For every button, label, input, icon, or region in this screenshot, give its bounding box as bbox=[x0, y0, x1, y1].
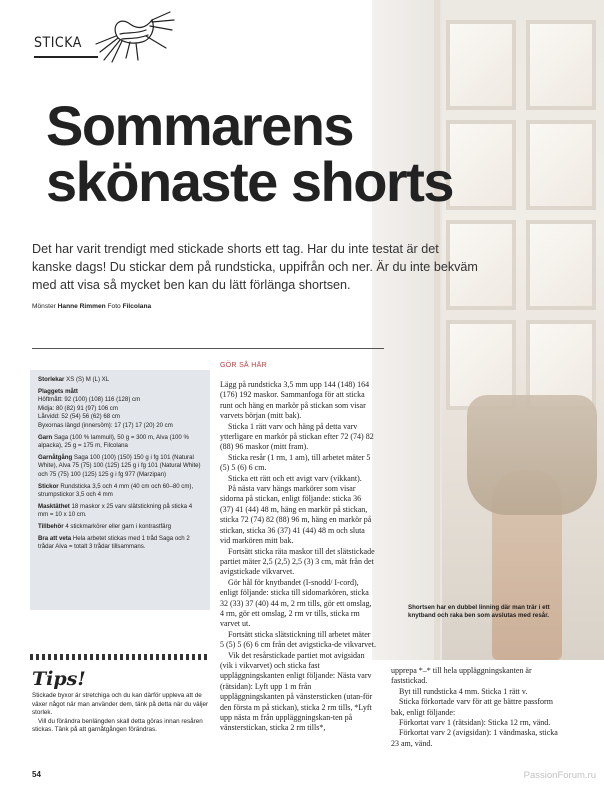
facts-amount: Garnåtgång Saga 100 (100) (150) 150 g i fg 101 (Natural White), Alva 75 (75) 100 (125) 125 g i fg 101 (Natural White) och 75 (75) 100 (125) 125 g i fg 977 (Marzipan) bbox=[38, 453, 201, 478]
instruction-paragraph: Sticka resår (1 rm, 1 am), till arbetet mäter 5 (5) 5 (6) 6 cm. bbox=[220, 452, 371, 473]
instruction-paragraph: Byt till rundsticka 4 mm. Sticka 1 rätt v. bbox=[399, 686, 528, 696]
knitted-shorts bbox=[467, 395, 597, 515]
instruction-paragraph: upprepa *–* till hela uppläggningskanten är faststickad. bbox=[391, 666, 532, 686]
lead-paragraph: Det har varit trendigt med stickade shorts ett tag. Har du inte testat är det kanske dags! Du stickar dem på rundsticka, uppifrån och ner. Är du inte bekväm med att visa så mycket ben kan du lätt förlänga shortsen. bbox=[32, 242, 478, 292]
instruction-paragraph: Sticka förkortade varv för att ge bättre passform bak, enligt följande: bbox=[391, 697, 553, 717]
facts-measures: Plaggets mått Höftmått: 92 (100) (108) 116 (128) cm Midja: 80 (82) 91 (97) 106 cm Lårvidd: 52 (54) 56 (62) 68 cm Byxornas längd (innersöm): 17 (17) 17 (20) 20 cm bbox=[38, 387, 173, 429]
instructions-heading: GÖR SÅ HÄR bbox=[220, 362, 267, 369]
instruction-paragraph: Förkortat varv 2 (avigsidan): 1 vändmaska, sticka 23 am, vänd. bbox=[391, 728, 558, 748]
instruction-paragraph: Förkortat varv 1 (rätsidan): Sticka 12 rm, vänd. bbox=[399, 718, 551, 728]
tips-dotted-rule bbox=[30, 654, 210, 660]
watermark: PassionForum.ru bbox=[523, 770, 596, 781]
instruction-paragraph: Vik det resårstickade partiet mot avigsidan (vik i vikvarvet) och sticka fast uppläggningskanten enligt följande: Nästa varv (rätsidan): Lyft upp 1 m från uppläggningskanten på vänstersticken (utan-för den första m på stickan), sticka 2 rm tills, *Lyft upp nästa m från uppläggningskan-ten på vänsterstickan, sticka 2 rm tills*, bbox=[220, 650, 373, 733]
instruction-paragraph: Sticka ett rätt och ett avigt varv (vikkant). bbox=[228, 473, 362, 483]
facts-yarn: Garn Saga (100 % lammull), 50 g = 300 m, Alva (100 % alpacka), 25 g = 175 m, Filcolana bbox=[38, 433, 189, 450]
header-rule bbox=[34, 56, 98, 58]
photo-label: Foto bbox=[107, 303, 121, 310]
yarn-skein-icon bbox=[90, 8, 180, 64]
divider bbox=[32, 348, 384, 349]
facts-notions: Tillbehör 4 stickmarkörer eller garn i kontrastfärg bbox=[38, 522, 171, 530]
photo-credit: Filcolana bbox=[122, 303, 152, 310]
title-line-1: Sommarens bbox=[46, 94, 354, 157]
instruction-paragraph: Lägg på rundsticka 3,5 mm upp 144 (148) 164 (176) 192 maskor. Sammanfoga för att sticka runt och häng en markör på stickan som visar varvets början (mitt bak). bbox=[220, 380, 370, 421]
instructions-column-1 bbox=[220, 380, 376, 734]
instruction-paragraph: Fortsätt sticka slätstickning till arbetet mäter 5 (5) 5 (6) 6 cm från det avigsticka-de vikvarvet. bbox=[220, 629, 376, 650]
instruction-paragraph: Gör hål för knytbandet (I-snodd/ I-cord), enligt följande: sticka till sidomarkören, sticka 32 (33) 37 (40) 44 m, 2 rm tills, gör ett omslag, 4 rm, gör ett omslag, 2 rm vr tills, sticka rm varvet ut. bbox=[220, 577, 372, 629]
section-tag: STICKA bbox=[34, 35, 82, 51]
instructions-column-2 bbox=[391, 666, 561, 749]
page-number: 54 bbox=[32, 770, 41, 779]
title-line-2: skönaste shorts bbox=[46, 150, 453, 213]
tips-text bbox=[32, 692, 212, 735]
facts-gauge: Masktäthet 18 maskor x 25 varv slätstickning på sticka 4 mm = 10 x 10 cm. bbox=[38, 502, 193, 519]
instruction-paragraph: Fortsätt sticka räta maskor till det slätstickade partiet mäter 2,5 (2,5) 2,5 (3) 3 cm, mät från det avigstickade vikvarvet. bbox=[220, 546, 375, 577]
facts-needles: Stickor Rundsticka 3,5 och 4 mm (40 cm och 60–80 cm), strumpstickor 3,5 och 4 mm bbox=[38, 482, 194, 499]
tips-paragraph: Stickade byxor är stretchiga och du kan därför uppleva att de växer något när man använder dem, tänk på detta när du väljer storlek. bbox=[32, 692, 209, 717]
pattern-author: Hanne Rimmen bbox=[57, 303, 106, 310]
tips-paragraph: Vill du förändra benlängden skall detta göras innan resåren stickas. Tänk på att garnåtgången förändras. bbox=[32, 717, 203, 734]
page-title bbox=[46, 94, 526, 213]
instruction-paragraph: Sticka 1 rätt varv och häng på detta varv ytterligare en markör på stickan efter 72 (74) 82 (88) 96 maskor (mitt fram). bbox=[220, 421, 374, 452]
pattern-label: Mönster bbox=[32, 303, 56, 310]
facts-sizes: Storlekar XS (S) M (L) XL bbox=[38, 376, 110, 383]
credits bbox=[32, 303, 151, 310]
instruction-paragraph: På nästa varv hängs markörer som visar sidorna på stickan, enligt följande: sticka 36 (37) 41 (44) 48 m, häng en markör på stickan, sticka 72 (74) 82 (88) 96 m, häng en markör på stickan, sticka 36 (37) 41 (44) 48 m och sluta vid markören mitt bak. bbox=[220, 484, 372, 546]
photo-caption: Shortsen har en dubbel linning där man trär i ett knytband och raka ben som avslutas med resår. bbox=[408, 604, 550, 620]
tips-title: Tips! bbox=[32, 668, 86, 690]
facts-tip: Bra att veta Hela arbetet stickas med 1 tråd Saga och 2 trådar Alva = totalt 3 trådar tillsammans. bbox=[38, 534, 190, 551]
facts-box bbox=[30, 370, 210, 610]
